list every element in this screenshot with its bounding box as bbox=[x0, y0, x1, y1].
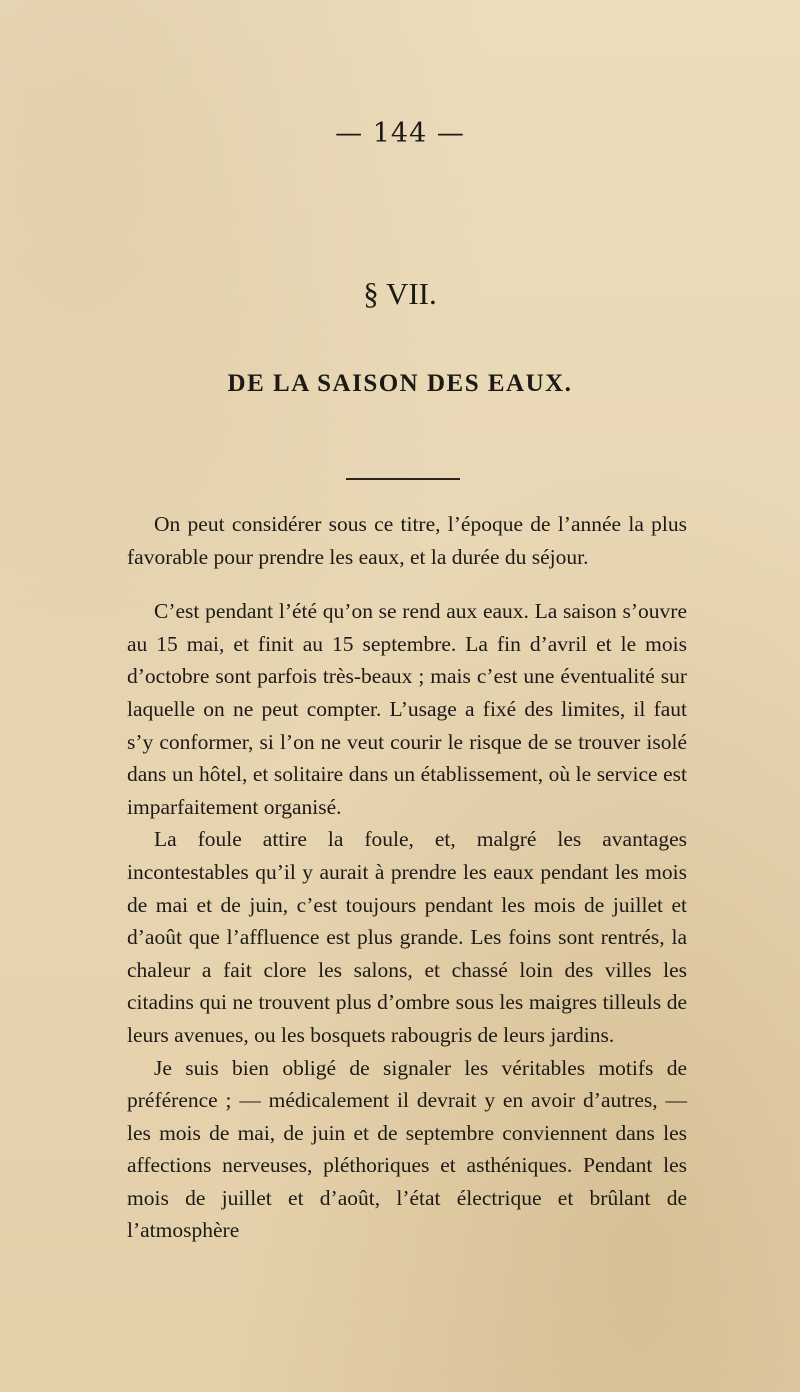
body-text bbox=[127, 508, 687, 1247]
title-rule bbox=[346, 478, 460, 480]
section-title: DE LA SAISON DES EAUX. bbox=[227, 370, 573, 397]
paragraph-4: Je suis bien obligé de signaler les véritables motifs de préférence ; — médicalement il devrait y en avoir d’autres, — les mois de mai, de juin et de septembre conviennent dans les affections nerveuses, pléthoriques et asthéniques. Pendant les mois de juillet et d’août, l’état électrique et brûlant de l’atmosphère bbox=[127, 1055, 687, 1243]
paragraph-3: La foule attire la foule, et, malgré les avantages incontestables qu’il y aurait à prendre les eaux pendant les mois de mai et de juin, c’est toujours pendant les mois de juillet et d’août que l’affluence est plus grande. Les foins sont rentrés, la chaleur a fait clore les salons, et chassé loin des villes les citadins qui ne trouvent plus d’ombre sous les maigres tilleuls de leurs avenues, ou les bosquets rabougris de leurs jardins. bbox=[127, 827, 687, 1047]
paragraph-2: C’est pendant l’été qu’on se rend aux eaux. La saison s’ouvre au 15 mai, et finit au 15 septembre. La fin d’avril et le mois d’octobre sont parfois très-beaux ; mais c’est une éventualité sur laquelle on ne peut compter. L’usage a fixé des limites, il faut s’y conformer, si l’on ne veut courir le risque de se trouver isolé dans un hôtel, et solitaire dans un établissement, où le service est imparfaitement organisé. bbox=[127, 599, 687, 819]
page-number: — 144 — bbox=[335, 118, 465, 149]
section-number: § VII. bbox=[363, 276, 437, 311]
paragraph-1: On peut considérer sous ce titre, l’époque de l’année la plus favorable pour prendre les eaux, et la durée du séjour. bbox=[127, 512, 687, 569]
